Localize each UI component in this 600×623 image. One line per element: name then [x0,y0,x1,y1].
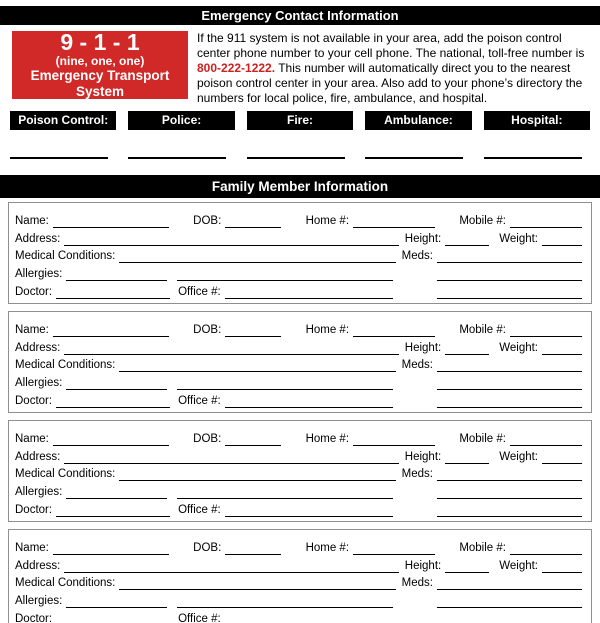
dob-line[interactable] [225,215,281,228]
allergies-continuation-line[interactable] [177,595,393,608]
address-line[interactable] [64,233,398,246]
weight-line[interactable] [542,233,582,246]
weight-line[interactable] [542,342,582,355]
meds-continuation-line[interactable] [437,613,582,623]
allergies-line[interactable] [66,486,167,499]
weight-line[interactable] [542,560,582,573]
office-phone-line[interactable] [225,613,393,623]
medical-conditions-line[interactable] [119,577,395,590]
allergies-line[interactable] [66,377,167,390]
office-phone-label: Office #: [178,285,221,298]
meds-continuation-line[interactable] [437,286,582,299]
medical-conditions-label: Medical Conditions: [15,577,116,590]
home-phone-line[interactable] [353,433,435,446]
allergies-label: Allergies: [15,377,63,390]
office-phone-label: Office #: [178,612,221,623]
allergies-continuation-line[interactable] [177,486,393,499]
address-line[interactable] [64,451,398,464]
office-phone-line[interactable] [225,504,393,517]
doctor-label: Doctor: [15,394,53,407]
weight-label: Weight: [499,450,538,463]
mobile-phone-line[interactable] [510,542,582,555]
doctor-label: Doctor: [15,503,53,516]
meds-continuation-line[interactable] [437,504,582,517]
weight-label: Weight: [499,341,538,354]
fire-label: Fire: [247,111,353,130]
mobile-phone-label: Mobile #: [459,214,506,227]
dob-label: DOB: [193,214,222,227]
meds-continuation-line[interactable] [437,395,582,408]
dob-line[interactable] [225,542,281,555]
home-phone-label: Home #: [305,214,350,227]
police-label: Police: [128,111,234,130]
doctor-line[interactable] [56,504,170,517]
mobile-phone-label: Mobile #: [459,323,506,336]
home-phone-line[interactable] [353,324,435,337]
dob-label: DOB: [193,432,222,445]
nine-one-one-box [12,31,188,99]
contact-police [128,111,234,159]
emergency-contacts-row [10,111,590,159]
doctor-label: Doctor: [15,285,53,298]
home-phone-line[interactable] [353,215,435,228]
medical-conditions-line[interactable] [119,250,395,263]
weight-label: Weight: [499,559,538,572]
poison-control-fill-line[interactable] [10,157,108,159]
member-card [8,202,592,304]
height-line[interactable] [445,342,489,355]
office-phone-line[interactable] [225,286,393,299]
name-label: Name: [15,323,49,336]
ambulance-fill-line[interactable] [365,157,463,159]
meds-line[interactable] [437,250,582,263]
allergies-continuation-line[interactable] [177,268,393,281]
contact-ambulance [365,111,471,159]
allergies-line[interactable] [66,595,167,608]
mobile-phone-line[interactable] [510,433,582,446]
police-fill-line[interactable] [128,157,226,159]
emergency-transport-label: Emergency Transport System [30,68,170,99]
ambulance-label: Ambulance: [365,111,471,130]
address-label: Address: [15,232,61,245]
intro-section [12,31,588,106]
hospital-label: Hospital: [484,111,590,130]
page-title: Emergency Contact Information [0,6,600,25]
poison-control-phone-number: 800-222-1222. [197,61,276,75]
address-label: Address: [15,341,61,354]
height-label: Height: [404,232,442,245]
address-label: Address: [15,450,61,463]
contact-poison-control [10,111,116,159]
intro-text-before: If the 911 system is not available in your area, add the poison control center phone number to your cell phone. The national, toll-free number is [197,31,585,60]
intro-paragraph [197,31,588,106]
dob-label: DOB: [193,541,222,554]
address-label: Address: [15,559,61,572]
meds-label: Meds: [401,468,433,481]
meds-label: Meds: [401,577,433,590]
nine-one-one-number: 9 - 1 - 1 [60,29,140,55]
meds-continuation-line[interactable] [437,268,582,281]
height-label: Height: [404,559,442,572]
meds-line[interactable] [437,577,582,590]
office-phone-label: Office #: [178,394,221,407]
meds-line[interactable] [437,468,582,481]
doctor-line[interactable] [56,286,170,299]
allergies-label: Allergies: [15,268,63,281]
meds-continuation-line[interactable] [437,486,582,499]
meds-label: Meds: [401,250,433,263]
intro-text-after: This number will automatically direct you to the nearest poison control center in your area. Also add to your phone’s directory the numbers for local police, fire, ambulance, and hospital. [197,61,583,105]
name-line[interactable] [53,542,169,555]
member-card [8,529,592,623]
mobile-phone-line[interactable] [510,215,582,228]
name-label: Name: [15,214,49,227]
office-phone-label: Office #: [178,503,221,516]
medical-conditions-line[interactable] [119,359,395,372]
medical-conditions-label: Medical Conditions: [15,359,116,372]
doctor-line[interactable] [56,613,170,623]
home-phone-label: Home #: [305,541,350,554]
home-phone-label: Home #: [305,323,350,336]
weight-line[interactable] [542,451,582,464]
medical-conditions-line[interactable] [119,468,395,481]
mobile-phone-label: Mobile #: [459,432,506,445]
office-phone-line[interactable] [225,395,393,408]
allergies-continuation-line[interactable] [177,377,393,390]
allergies-line[interactable] [66,268,167,281]
contact-hospital [484,111,590,159]
family-member-information-title: Family Member Information [0,175,600,198]
meds-continuation-line[interactable] [437,377,582,390]
dob-line[interactable] [225,324,281,337]
height-label: Height: [404,341,442,354]
address-line[interactable] [64,342,398,355]
name-label: Name: [15,432,49,445]
weight-label: Weight: [499,232,538,245]
meds-continuation-line[interactable] [437,595,582,608]
height-label: Height: [404,450,442,463]
allergies-label: Allergies: [15,486,63,499]
hospital-fill-line[interactable] [484,157,582,159]
home-phone-line[interactable] [353,542,435,555]
medical-conditions-label: Medical Conditions: [15,468,116,481]
family-member-cards [8,202,592,623]
fire-fill-line[interactable] [247,157,345,159]
name-line[interactable] [53,215,169,228]
height-line[interactable] [445,451,489,464]
height-line[interactable] [445,233,489,246]
mobile-phone-line[interactable] [510,324,582,337]
meds-line[interactable] [437,359,582,372]
height-line[interactable] [445,560,489,573]
nine-one-one-subtitle: (nine, one, one) [55,54,145,68]
medical-conditions-label: Medical Conditions: [15,250,116,263]
doctor-label: Doctor: [15,612,53,623]
allergies-label: Allergies: [15,595,63,608]
poison-control-label: Poison Control: [10,111,116,130]
home-phone-label: Home #: [305,432,350,445]
name-line[interactable] [53,433,169,446]
contact-fire [247,111,353,159]
meds-label: Meds: [401,359,433,372]
dob-label: DOB: [193,323,222,336]
doctor-line[interactable] [56,395,170,408]
member-card [8,420,592,522]
name-line[interactable] [53,324,169,337]
mobile-phone-label: Mobile #: [459,541,506,554]
member-card [8,311,592,413]
dob-line[interactable] [225,433,281,446]
address-line[interactable] [64,560,398,573]
name-label: Name: [15,541,49,554]
